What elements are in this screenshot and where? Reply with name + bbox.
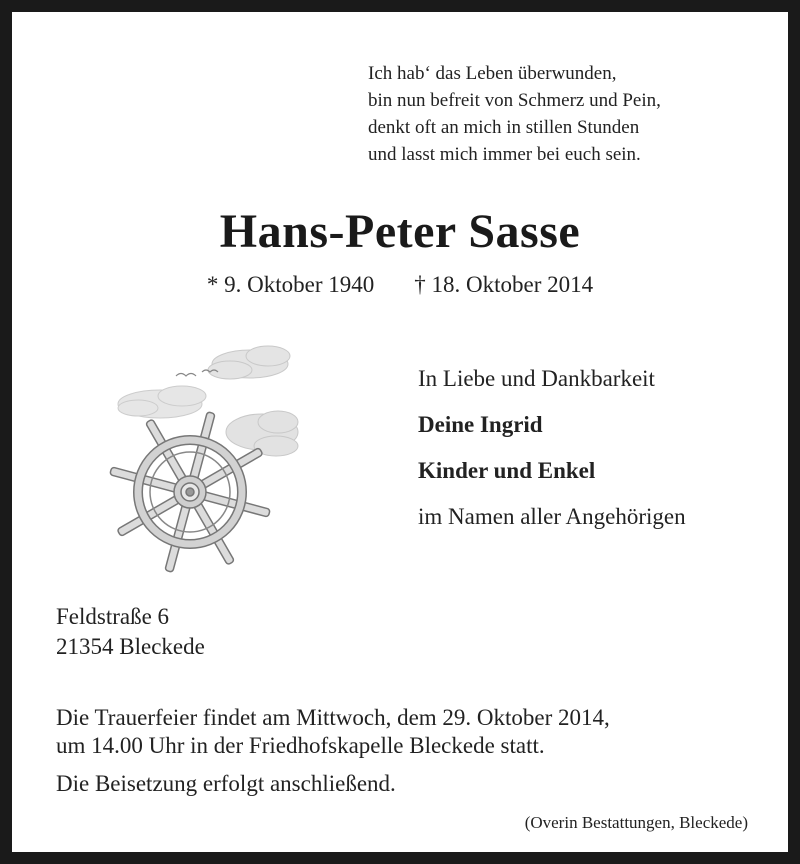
poem-line: denkt oft an mich in stillen Stunden: [368, 117, 640, 138]
poem-line: bin nun befreit von Schmerz und Pein,: [368, 90, 661, 111]
address-street: Feldstraße 6: [56, 604, 170, 629]
birth-date: * 9. Oktober 1940: [206, 272, 375, 297]
address-city: 21354 Bleckede: [56, 634, 205, 659]
cloud-icon: [118, 386, 206, 418]
mourners-intro: In Liebe und Dankbarkeit: [418, 366, 655, 391]
obituary-notice: [12, 12, 788, 852]
mourners-block: [418, 364, 778, 548]
life-dates: [12, 270, 788, 300]
service-line: um 14.00 Uhr in der Friedhofskapelle Bleckede statt.: [56, 733, 545, 758]
cloud-icon: [208, 346, 290, 379]
service-info: [56, 704, 610, 798]
poem: [368, 60, 768, 168]
mourner-relatives: im Namen aller Angehörigen: [418, 504, 686, 529]
poem-line: Ich hab‘ das Leben überwunden,: [368, 63, 617, 84]
death-date: † 18. Oktober 2014: [414, 272, 594, 297]
undertaker-credit: (Overin Bestattungen, Bleckede): [524, 813, 748, 832]
mourner-spouse: Deine Ingrid: [418, 412, 543, 437]
address-block: [56, 602, 205, 662]
cloud-icon: [226, 411, 298, 456]
poem-line: und lasst mich immer bei euch sein.: [368, 144, 641, 165]
deceased-name: Hans-Peter Sasse: [219, 205, 581, 258]
service-line: Die Trauerfeier findet am Mittwoch, dem 29. Oktober 2014,: [56, 705, 610, 730]
burial-info: Die Beisetzung erfolgt anschließend.: [56, 771, 396, 796]
mourner-family: Kinder und Enkel: [418, 458, 596, 483]
ship-wheel-illustration: [90, 334, 330, 574]
